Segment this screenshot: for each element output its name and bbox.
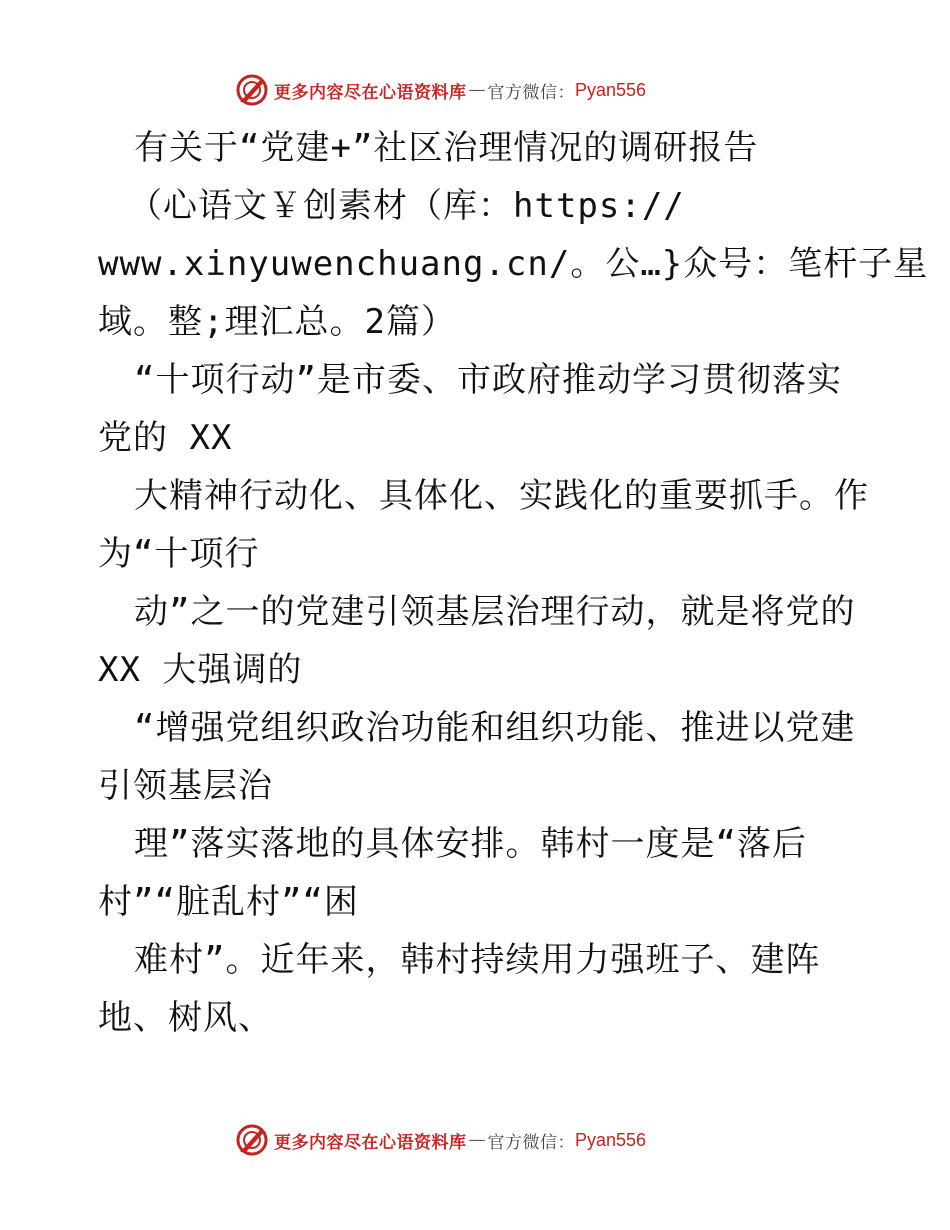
document-line: 理”落实落地的具体安排。韩村一度是“落后 (134, 824, 807, 864)
document-title: 有关于“党建+”社区治理情况的调研报告 (134, 128, 759, 168)
document-line: 为“十项行 (98, 534, 260, 574)
document-line: “增强党组织政治功能和组织功能、推进以党建 (134, 708, 856, 748)
footer-banner (0, 1118, 950, 1162)
header-separator: — (468, 80, 486, 100)
document-line: 地、树风、 (98, 998, 273, 1038)
document-line: （心语文￥创素材（库：https:// (128, 186, 685, 226)
document-line: 域。整;理汇总。2篇） (98, 302, 456, 342)
footer-wechat-label: 官方微信： (487, 1132, 575, 1153)
document-line: 动”之一的党建引领基层治理行动，就是将党的 (134, 592, 856, 632)
document-line: 引领基层治 (98, 766, 273, 806)
document-line: www.xinyuwenchuang.cn/。公…}众号：笔杆子星 (98, 244, 929, 284)
quill-logo-icon (234, 1122, 270, 1158)
quill-logo-icon (234, 72, 270, 108)
header-banner (0, 68, 950, 112)
document-line: 难村”。近年来，韩村持续用力强班子、建阵 (134, 940, 821, 980)
footer-separator: — (468, 1130, 486, 1150)
document-line: XX 大强调的 (98, 650, 303, 690)
document-line: 党的 XX (98, 418, 233, 458)
document-line: “十项行动”是市委、市政府推动学习贯彻落实 (134, 360, 842, 400)
footer-brand-text: 更多内容尽在心语资料库 (274, 1132, 467, 1153)
footer-wechat-id: Pyan556 (575, 1129, 647, 1150)
header-brand-text: 更多内容尽在心语资料库 (274, 82, 467, 103)
document-line: 大精神行动化、具体化、实践化的重要抓手。作 (134, 476, 869, 516)
header-wechat-id: Pyan556 (575, 79, 647, 100)
document-line: 村”“脏乱村”“困 (98, 882, 359, 922)
header-wechat-label: 官方微信： (487, 82, 575, 103)
